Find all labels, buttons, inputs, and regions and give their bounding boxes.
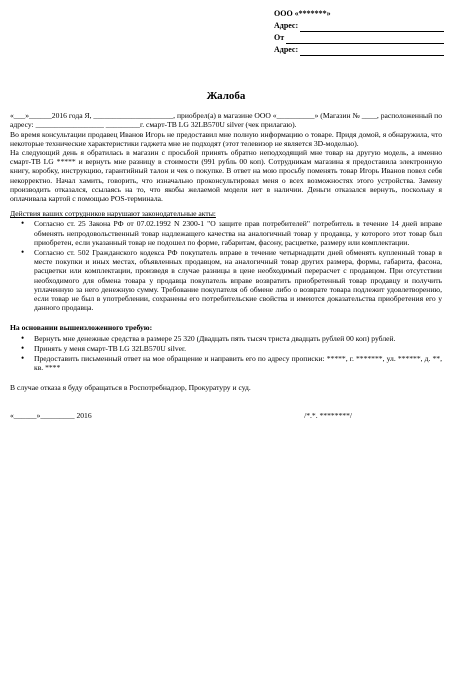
addressee-to: ООО «*******» (274, 9, 331, 18)
addressee-address: Адрес: (274, 20, 444, 32)
acts-heading: Действия ваших сотрудников нарушают законодательные акты: (10, 209, 216, 219)
signature: /*.*. ********/ (304, 410, 352, 420)
list-item: • Согласно ст. 25 Закона РФ от 07.02.1992 N 2300-1 "О защите прав потребителей" потребитель в течение 14 дней вправе обменять непродовольственный товар надлежащего качества на аналогичный товар у продавца, у которого этот товар был приобретен, если указанный товар не подошел по форме, габаритам, фасону, расцветке, размеру или комплектации. (34, 219, 442, 247)
intro-paragraph: «___»______2016 года Я, _____________________, приобрел(а) в магазине ООО «__________» (Магазин № ____, расположенный по адресу: __________________ _________г. смарт-ТВ LG 32LB570U silver (чек прилагаю). (10, 111, 442, 130)
list-item: • Предоставить письменный ответ на мое обращение и направить его по адресу прописки: *****, г. *******, ул. ******, д. **, кв. **** (34, 354, 442, 372)
demands-heading: На основании вышеизложенного требую: (10, 323, 153, 333)
body-paragraph: На следующий день я обратилась в магазин с просьбой принять обратно неподходящий мне товар на другую модель, а именно смарт-ТВ LG ***** и вернуть мне разницу в стоимости (991 рубль 00 коп). Сотрудникам магазина я предоставила электронную книгу, коробку, инструкцию, гарантийный талон и чек о покупке. В ответ на мою просьбу поменять товар Игорь Иванов повел себя некорректно. Начал хамить, говорить, что изначально проконсультировал меня о всех возможностях этого устройства. Замену производить отказался, ссылаясь на то, что якобы желаемой модели нет в наличии. Деньги отказался вернуть, поскольку я оплачивала картой с помощью POS-терминала. (10, 148, 442, 204)
list-item: • Принять у меня смарт-ТВ LG 32LB570U silver. (34, 344, 442, 353)
list-item: • Согласно ст. 502 Гражданского кодекса РФ покупатель вправе в течение четырнадцати дней обменять купленный товар в месте покупки и иных местах, объявленных продавцом, на аналогичный товар других размера, формы, габарита, фасона, расцветки или комплектации, произведя в случае разницы в цене необходимый перерасчет с продавцом. При отсутствии необходимого для обмена товара у продавца покупатель вправе возвратить приобретенный товар продавцу и получить уплаченную за него денежную сумму. Требование покупателя об обмене либо о возврате товара подлежит удовлетворению, если товар не был в употреблении, сохранены его потребительские свойства и имеются доказательства приобретения его у данного продавца. (34, 248, 442, 312)
sender-address: Адрес: (274, 44, 444, 56)
body-paragraph: Во время консультации продавец Иванов Игорь не предоставил мне полную информацию о товаре. Придя домой, я обнаружила, что некоторые технические характеристики гаджета мне не подходят (этот телевизор не является 3D-моделью). (10, 129, 442, 148)
demands-list (10, 334, 442, 373)
signature-row (10, 411, 442, 420)
document-title: Жалоба (206, 90, 246, 102)
blank-line (300, 46, 444, 56)
addressee-block (274, 8, 444, 56)
complaint-document (10, 8, 442, 420)
list-item: • Вернуть мне денежные средства в размере 25 320 (Двадцать пять тысяч триста двадцать рублей 00 коп) рублей. (34, 334, 442, 343)
blank-line (300, 22, 444, 32)
signature-date: «______»_________ 2016 (10, 410, 92, 420)
closing-paragraph: В случае отказа я буду обращаться в Роспотребнадзор, Прокуратуру и суд. (10, 383, 251, 393)
sender-from: От (274, 32, 444, 44)
blank-line (286, 34, 444, 44)
acts-list (10, 219, 442, 312)
